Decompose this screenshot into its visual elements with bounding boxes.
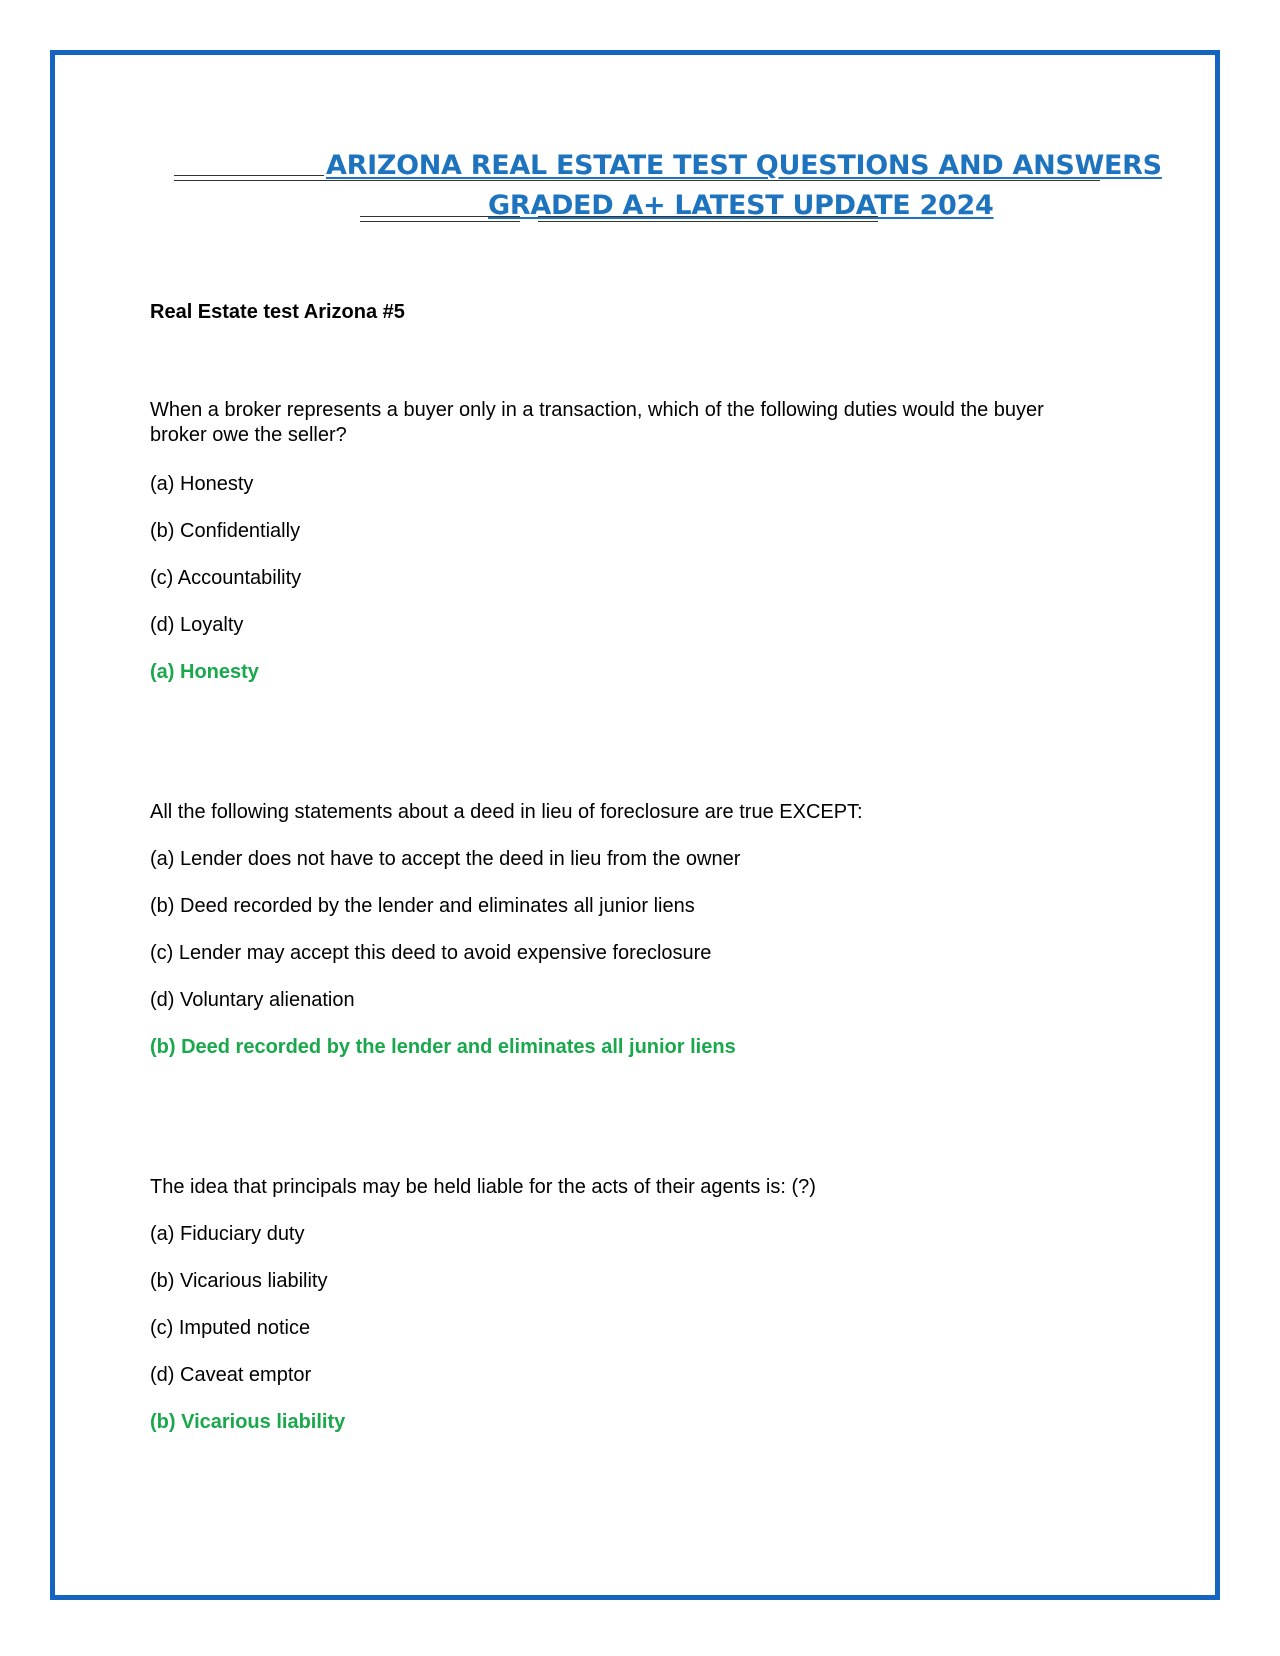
correct-answer: (b) Deed recorded by the lender and eliminates all junior liens [150,1036,736,1058]
document-title [170,150,1162,240]
title-line-2: GRADED A+ LATEST UPDATE 2024 [488,190,994,221]
correct-answer: (b) Vicarious liability [150,1411,346,1433]
answer-option: (a) Fiduciary duty [150,1223,305,1245]
answer-option: (b) Vicarious liability [150,1270,328,1292]
answer-option: (a) Honesty [150,473,254,495]
correct-answer: (a) Honesty [150,661,259,683]
title-line-1: ARIZONA REAL ESTATE TEST QUESTIONS AND ANSWERS [326,150,1162,181]
answer-option: (c) Accountability [150,567,302,589]
answer-option: (b) Confidentially [150,520,301,542]
question-prompt: The idea that principals may be held liable for the acts of their agents is: (?) [150,1176,816,1198]
answer-option: (d) Loyalty [150,614,244,636]
answer-option: (d) Voluntary alienation [150,989,355,1011]
section-heading: Real Estate test Arizona #5 [150,301,405,323]
question-prompt: All the following statements about a deed in lieu of foreclosure are true EXCEPT: [150,801,863,823]
answer-option: (c) Lender may accept this deed to avoid expensive foreclosure [150,942,712,964]
title-rule [174,175,324,181]
answer-option: (d) Caveat emptor [150,1364,312,1386]
answer-option: (b) Deed recorded by the lender and eliminates all junior liens [150,895,695,917]
question-prompt: When a broker represents a buyer only in a transaction, which of the following duties would the buyer broker owe the seller? [150,399,1044,446]
answer-option: (c) Imputed notice [150,1317,311,1339]
answer-option: (a) Lender does not have to accept the deed in lieu from the owner [150,848,741,870]
